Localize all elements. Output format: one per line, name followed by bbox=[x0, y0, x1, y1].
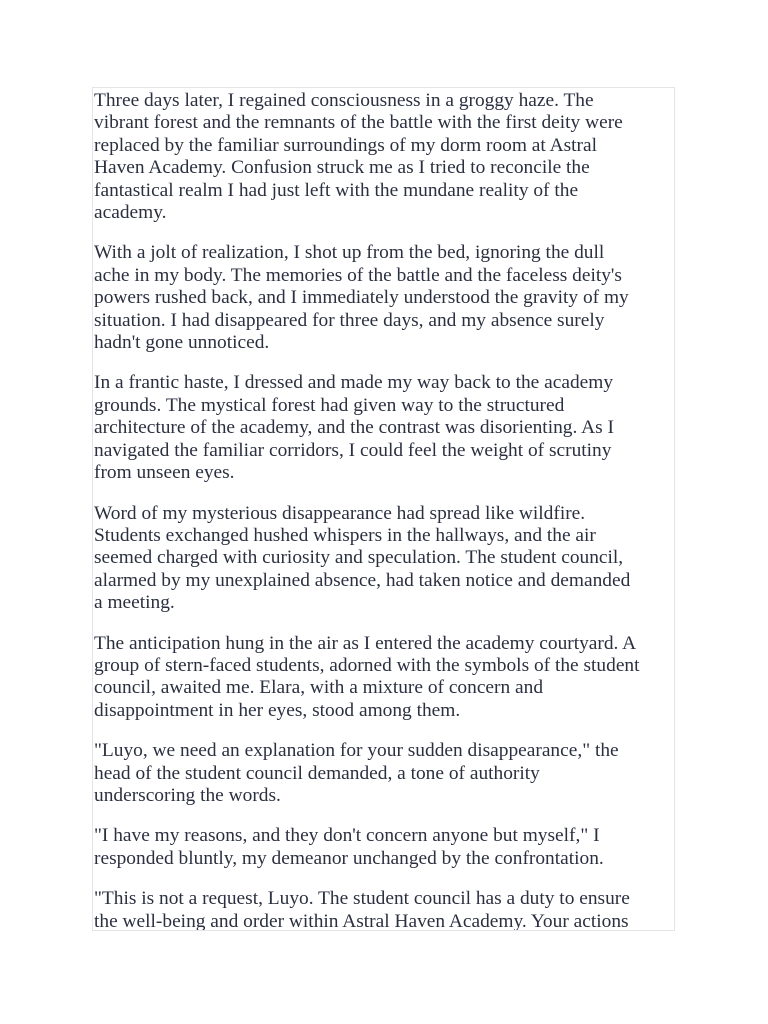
text-line: navigated the familiar corridors, I could feel the weight of scrutiny bbox=[94, 439, 612, 461]
text-line: "This is not a request, Luyo. The student council has a duty to ensure bbox=[94, 888, 630, 910]
text-line: academy. bbox=[94, 202, 167, 224]
document-page bbox=[92, 87, 675, 931]
text-line: the well-being and order within Astral Haven Academy. Your actions bbox=[94, 910, 629, 931]
text-line: council, awaited me. Elara, with a mixture of concern and bbox=[94, 677, 544, 699]
text-line: fantastical realm I had just left with the mundane reality of the bbox=[94, 179, 579, 201]
text-line: Students exchanged hushed whispers in the hallways, and the air bbox=[94, 524, 596, 546]
text-line: underscoring the words. bbox=[94, 784, 281, 806]
paragraph bbox=[94, 888, 675, 931]
text-line: vibrant forest and the remnants of the battle with the first deity were bbox=[94, 112, 623, 134]
text-line: In a frantic haste, I dressed and made my way back to the academy bbox=[94, 372, 614, 394]
paragraph bbox=[94, 503, 675, 615]
text-line: "I have my reasons, and they don't concern anyone but myself," I bbox=[94, 825, 600, 847]
text-line: group of stern-faced students, adorned with the symbols of the student bbox=[94, 654, 640, 676]
text-line: hadn't gone unnoticed. bbox=[94, 332, 270, 354]
document-text bbox=[94, 90, 675, 931]
text-line: replaced by the familiar surroundings of my dorm room at Astral bbox=[94, 134, 597, 156]
text-line: Three days later, I regained consciousness in a groggy haze. The bbox=[94, 90, 594, 111]
text-line: architecture of the academy, and the contrast was disorienting. As I bbox=[94, 417, 614, 439]
text-line: responded bluntly, my demeanor unchanged by the confrontation. bbox=[94, 847, 604, 869]
text-line: "Luyo, we need an explanation for your sudden disappearance," the bbox=[94, 740, 619, 762]
paragraph bbox=[94, 242, 675, 354]
text-line: seemed charged with curiosity and speculation. The student council, bbox=[94, 547, 624, 569]
text-line: ache in my body. The memories of the battle and the faceless deity's bbox=[94, 264, 622, 286]
text-line: head of the student council demanded, a tone of authority bbox=[94, 762, 540, 784]
paragraph bbox=[94, 740, 675, 807]
text-line: Haven Academy. Confusion struck me as I tried to reconcile the bbox=[94, 157, 590, 179]
text-line: Word of my mysterious disappearance had spread like wildfire. bbox=[94, 502, 586, 524]
text-line: a meeting. bbox=[94, 592, 175, 614]
text-line: alarmed by my unexplained absence, had taken notice and demanded bbox=[94, 569, 631, 591]
text-line: The anticipation hung in the air as I entered the academy courtyard. A bbox=[94, 632, 637, 654]
text-line: grounds. The mystical forest had given way to the structured bbox=[94, 394, 565, 416]
paragraph bbox=[94, 90, 675, 224]
text-line: With a jolt of realization, I shot up from the bed, ignoring the dull bbox=[94, 242, 605, 264]
text-line: situation. I had disappeared for three days, and my absence surely bbox=[94, 309, 605, 331]
paragraph bbox=[94, 633, 675, 723]
text-line: disappointment in her eyes, stood among them. bbox=[94, 699, 461, 721]
paragraph bbox=[94, 825, 675, 870]
paragraph bbox=[94, 372, 675, 484]
text-line: from unseen eyes. bbox=[94, 462, 235, 484]
text-line: powers rushed back, and I immediately understood the gravity of my bbox=[94, 287, 629, 309]
